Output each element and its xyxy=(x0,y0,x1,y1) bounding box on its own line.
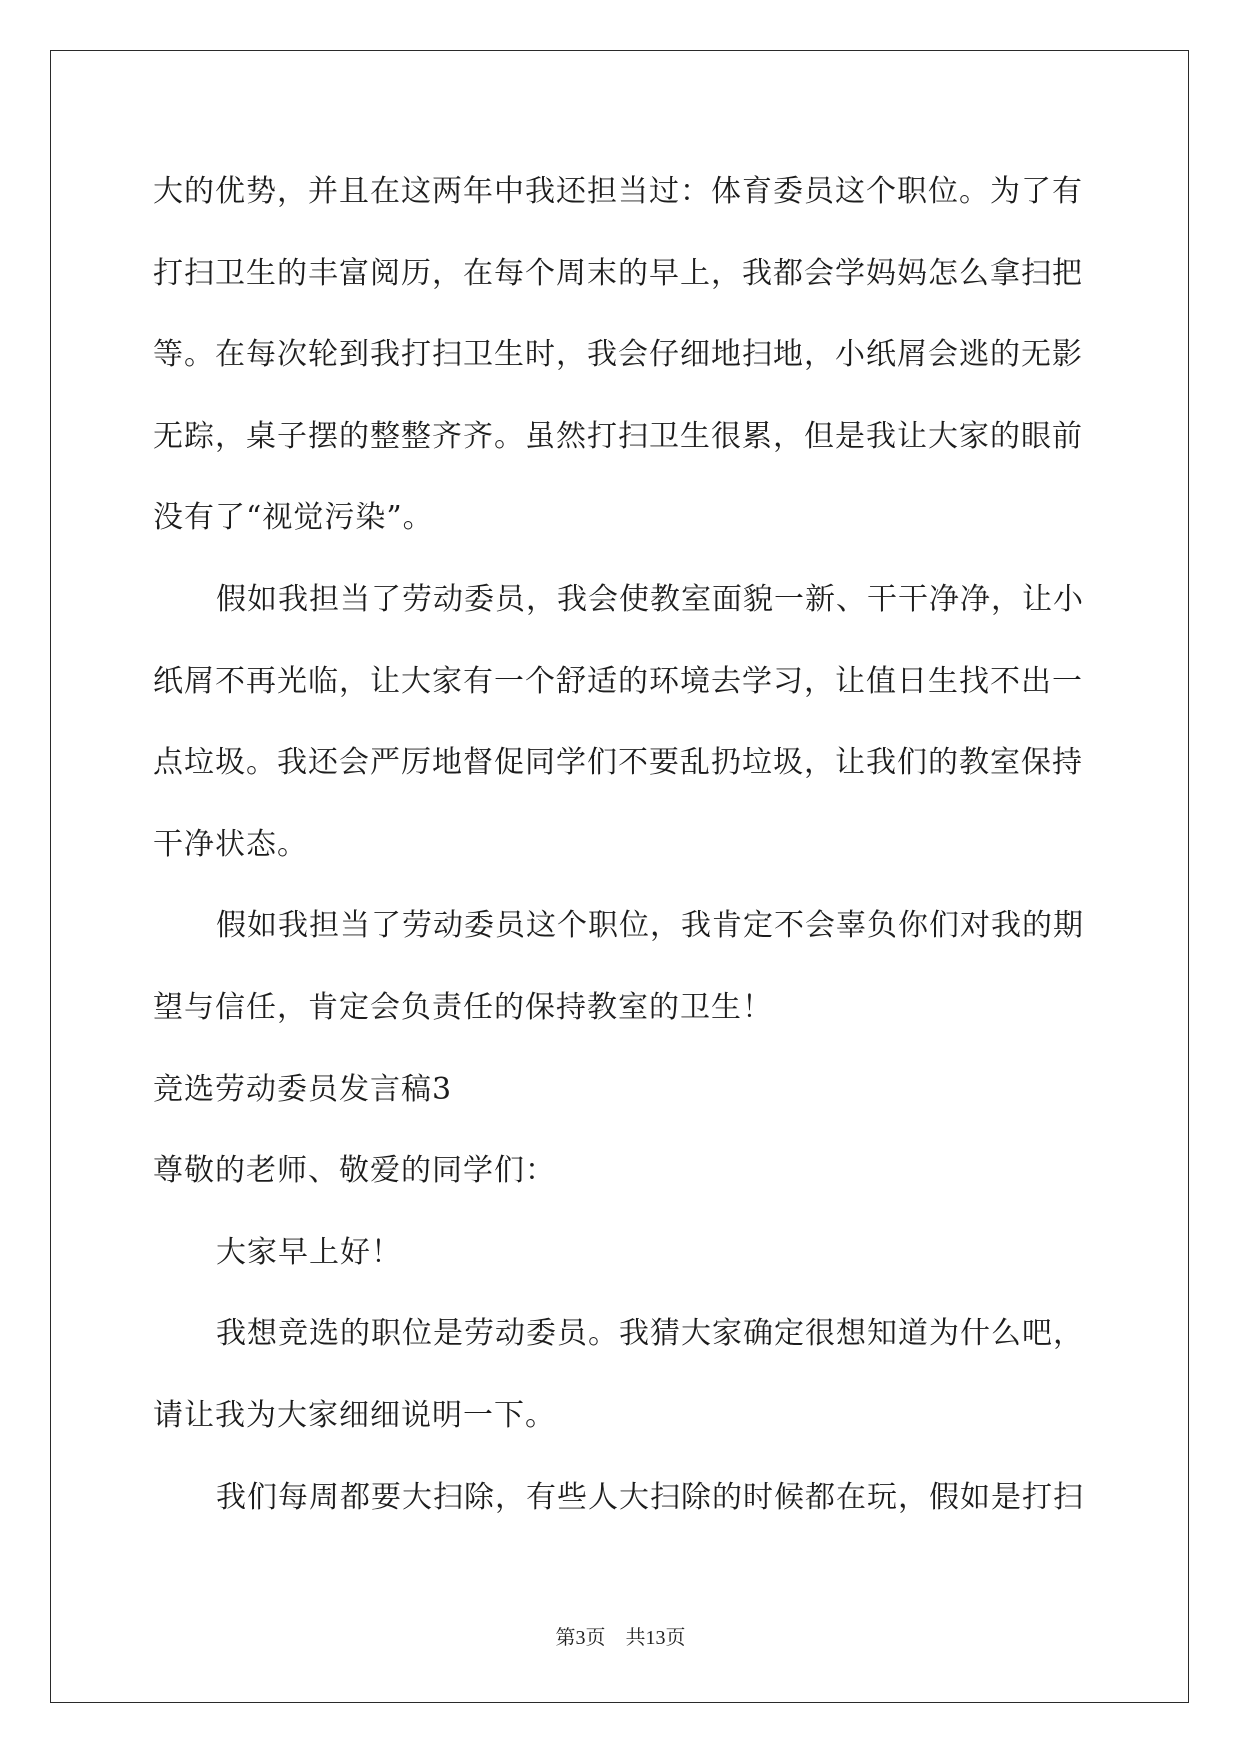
text-line: 干净状态。 xyxy=(153,826,308,862)
paragraph xyxy=(153,559,1113,885)
page-number: 第3页 xyxy=(555,1627,606,1649)
text-line: 没有了“视觉污染”。 xyxy=(153,500,434,536)
text-line: 假如我担当了劳动委员这个职位，我肯定不会辜负你们对我的期 xyxy=(216,908,1084,944)
text-line: 大的优势，并且在这两年中我还担当过：体育委员这个职位。为了有 xyxy=(153,174,1083,209)
paragraph xyxy=(153,1457,1113,1539)
text-line: 请让我为大家细细说明一下。 xyxy=(153,1397,556,1433)
paragraph xyxy=(153,151,1113,559)
paragraph xyxy=(153,1212,1113,1294)
page-total: 共13页 xyxy=(625,1627,686,1649)
text-line: 纸屑不再光临，让大家有一个舒适的环境去学习，让值日生找不出一 xyxy=(153,663,1083,699)
paragraph xyxy=(153,885,1113,1048)
page-footer xyxy=(0,1624,1241,1652)
salutation: 尊敬的老师、敬爱的同学们： xyxy=(153,1153,556,1189)
text-line: 假如我担当了劳动委员，我会使教室面貌一新、干干净净，让小 xyxy=(216,581,1084,617)
text-line: 大家早上好！ xyxy=(216,1234,402,1270)
text-line: 望与信任，肯定会负责任的保持教室的卫生！ xyxy=(153,989,773,1025)
document-body xyxy=(153,151,1113,1538)
paragraph xyxy=(153,1293,1113,1456)
text-line: 点垃圾。我还会严厉地督促同学们不要乱扔垃圾，让我们的教室保持 xyxy=(153,745,1083,781)
text-line: 我们每周都要大扫除，有些人大扫除的时候都在玩，假如是打扫 xyxy=(216,1479,1084,1515)
text-line: 我想竞选的职位是劳动委员。我猜大家确定很想知道为什么吧， xyxy=(216,1316,1084,1352)
text-line: 无踪，桌子摆的整整齐齐。虽然打扫卫生很累，但是我让大家的眼前 xyxy=(153,418,1083,454)
text-line: 打扫卫生的丰富阅历，在每个周末的早上，我都会学妈妈怎么拿扫把 xyxy=(153,255,1083,291)
section-heading: 竞选劳动委员发言稿3 xyxy=(153,1071,453,1107)
text-line: 等。在每次轮到我打扫卫生时，我会仔细地扫地，小纸屑会逃的无影 xyxy=(153,337,1083,373)
